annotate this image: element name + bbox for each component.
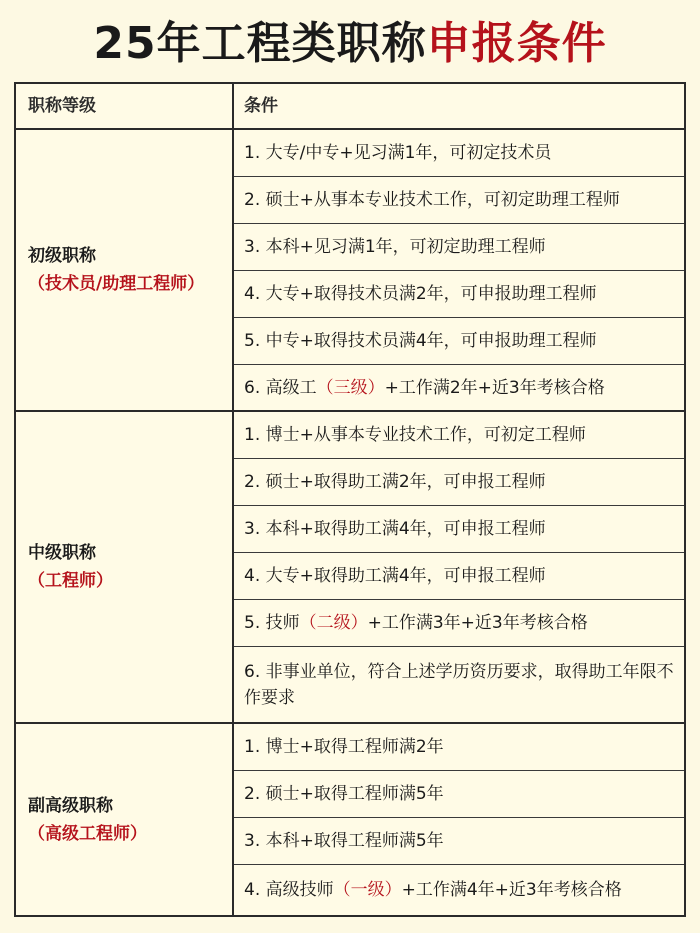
group-label	[16, 242, 232, 298]
group-title: 副高级职称	[28, 795, 113, 816]
table-row: 2. 硕士+取得工程师满5年	[234, 771, 684, 818]
title-accent: 申报条件	[426, 18, 607, 69]
table-row: 5. 技师 （二级） +工作满3年+近3年考核合格	[234, 600, 684, 647]
group-subtitle: （高级工程师）	[28, 823, 147, 844]
table-row: 4. 大专+取得助工满4年，可申报工程师	[234, 553, 684, 600]
table-row: 4. 大专+取得技术员满2年，可申报助理工程师	[234, 271, 684, 318]
table-row: 1. 博士+从事本专业技术工作，可初定工程师	[234, 412, 684, 459]
group-title: 初级职称	[28, 246, 96, 266]
page-title	[0, 14, 700, 74]
table-row: 3. 本科+取得工程师满5年	[234, 818, 684, 865]
table-row: 6. 高级工 （三级） +工作满2年+近3年考核合格	[244, 377, 605, 398]
requirements-table	[14, 82, 686, 917]
group-title: 中级职称	[28, 543, 96, 563]
group-junior	[16, 130, 684, 412]
table-row: 2. 硕士+取得助工满2年，可申报工程师	[234, 459, 684, 506]
group-label	[16, 792, 232, 848]
table-row: 2. 硕士+从事本专业技术工作，可初定助理工程师	[234, 177, 684, 224]
table-row: 6. 非事业单位，符合上述学历资历要求，取得助工年限不作要求	[244, 661, 674, 708]
table-row: 3. 本科+见习满1年，可初定助理工程师	[234, 224, 684, 271]
header-conditions: 条件	[244, 96, 278, 116]
table-row: 5. 中专+取得技术员满4年，可申报助理工程师	[234, 318, 684, 365]
group-intermediate	[16, 412, 684, 724]
group-subtitle: （技术员/助理工程师）	[28, 274, 205, 294]
group-subtitle: （工程师）	[28, 571, 113, 591]
header-level: 职称等级	[28, 96, 96, 116]
table-row: 1. 博士+取得工程师满2年	[234, 724, 684, 771]
group-senior	[16, 724, 684, 915]
table-header	[16, 84, 684, 130]
group-label	[16, 539, 232, 595]
title-main: 25年工程类职称	[93, 18, 427, 69]
table-row: 4. 高级技师 （一级） +工作满4年+近3年考核合格	[244, 880, 622, 900]
table-row: 3. 本科+取得助工满4年，可申报工程师	[234, 506, 684, 553]
table-row: 1. 大专/中专+见习满1年，可初定技术员	[234, 130, 684, 177]
